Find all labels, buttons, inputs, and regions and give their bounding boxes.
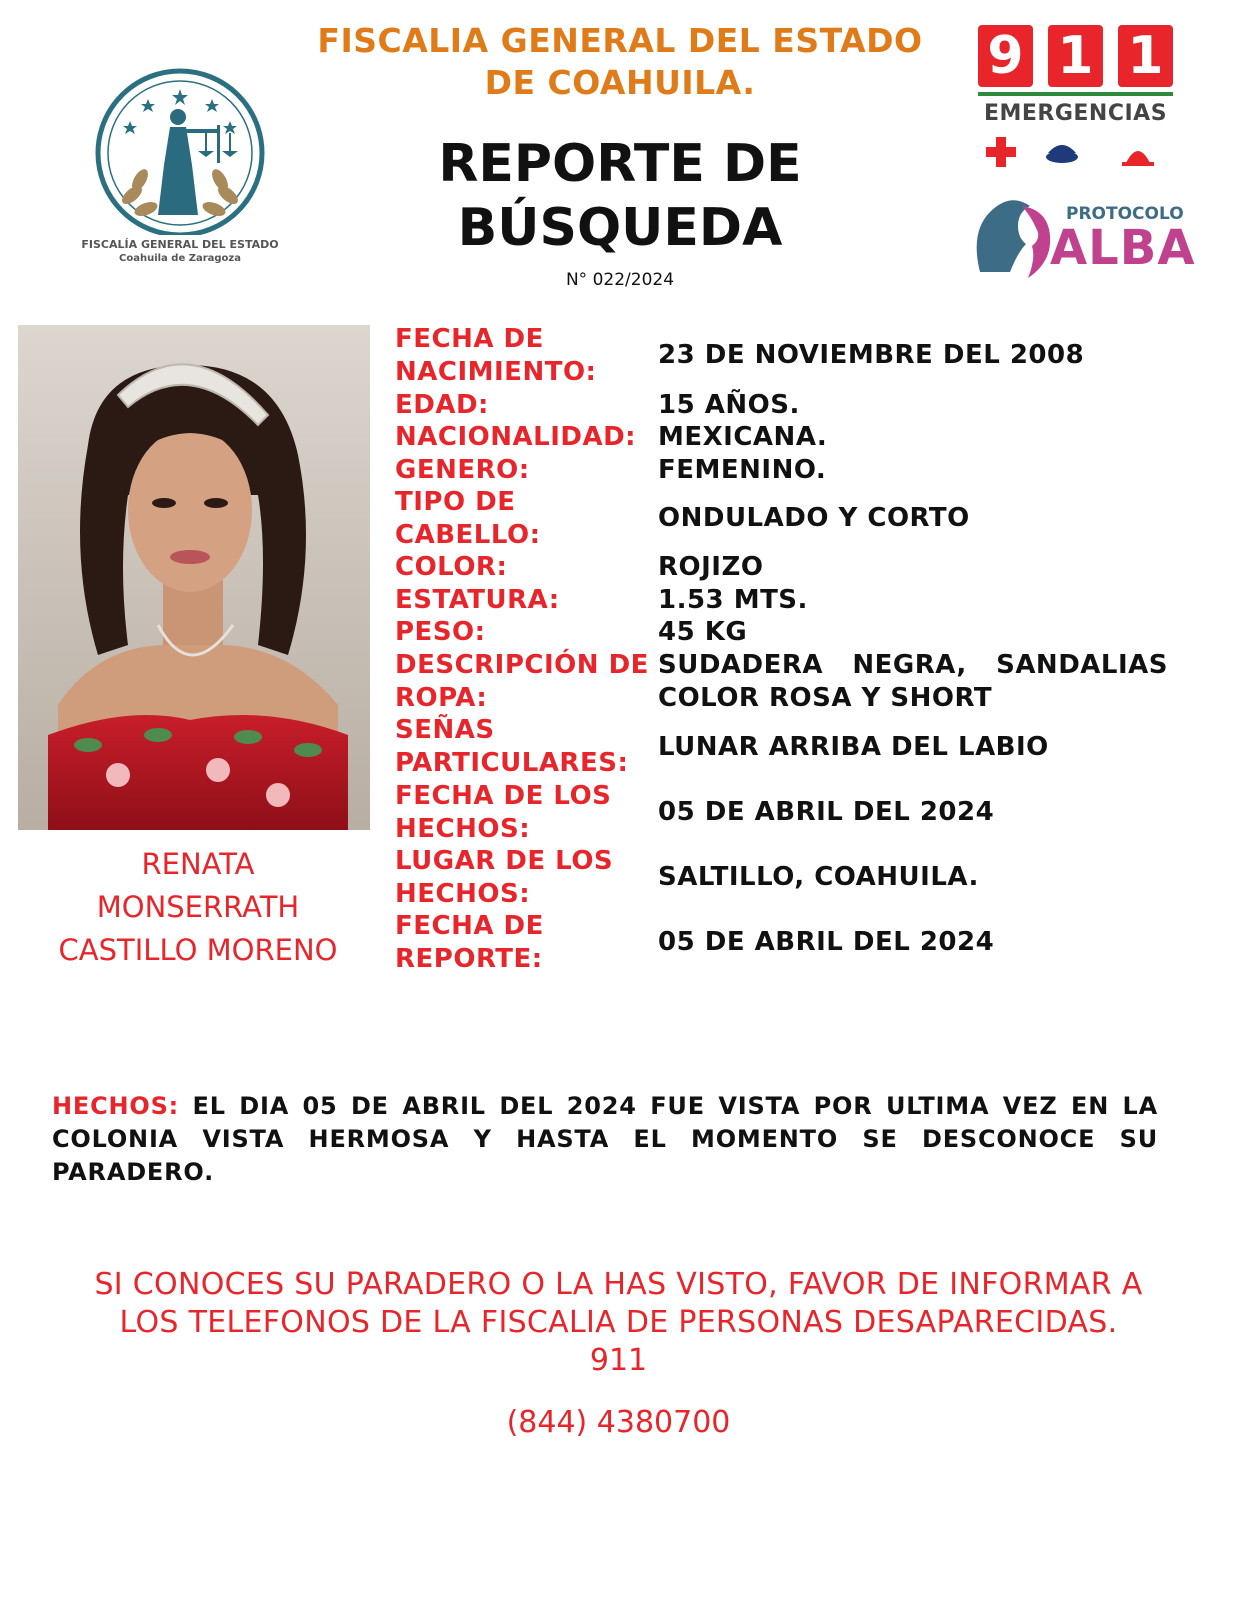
agency-title (300, 20, 940, 104)
alba-profile-icon (970, 192, 1060, 282)
person-name-line3: CASTILLO MORENO (58, 933, 338, 967)
label-birth-date: FECHA DE NACIMIENTO: (395, 324, 597, 387)
justice-seal-icon (70, 55, 290, 235)
digit-1-second: 1 (1118, 25, 1173, 87)
label-hair-color: COLOR: (395, 552, 508, 582)
fiscalia-logo (70, 55, 290, 270)
fire-helmet-icon (1122, 151, 1154, 166)
label-clothing: DESCRIPCIÓN DE ROPA: (395, 650, 649, 713)
fiscalia-logo-text-line2: Coahuila de Zaragoza (119, 253, 241, 264)
missing-person-photo (18, 325, 370, 830)
contact-phone: (844) 4380700 (506, 1405, 731, 1440)
police-cap-icon (1046, 145, 1078, 163)
value-report-date: 05 DE ABRIL DEL 2024 (658, 927, 995, 957)
digit-9: 9 (978, 25, 1033, 87)
digit-1: 1 (1048, 25, 1103, 87)
value-age: 15 AÑOS. (658, 390, 800, 420)
value-weight: 45 KG (658, 617, 748, 647)
label-hair-type: TIPO DE CABELLO: (395, 487, 541, 550)
agency-title-line2: DE COAHUILA. (484, 63, 756, 102)
value-clothing: SUDADERA NEGRA, SANDALIAS COLOR ROSA Y SHORT (658, 650, 1168, 713)
value-hair-type: ONDULADO Y CORTO (658, 503, 970, 533)
report-title (380, 132, 860, 260)
value-height: 1.53 MTS. (658, 585, 808, 615)
facts-label: HECHOS: (52, 1092, 180, 1120)
label-height: ESTATURA: (395, 585, 560, 615)
call-to-action-line2: LOS TELEFONOS DE LA FISCALIA DE PERSONAS DESAPARECIDAS. (119, 1305, 1118, 1340)
value-birth-date: 23 DE NOVIEMBRE DEL 2008 (658, 340, 1085, 370)
report-number: N° 022/2024 (565, 270, 675, 290)
report-title-line2: BÚSQUEDA (457, 198, 783, 258)
label-event-date: FECHA DE LOS HECHOS: (395, 781, 612, 844)
red-cross-icon (986, 137, 1016, 167)
emergency-label: EMERGENCIAS (983, 101, 1168, 126)
label-age: EDAD: (395, 390, 489, 420)
agency-title-line1: FISCALIA GENERAL DEL ESTADO (317, 21, 923, 60)
facts-text: EL DIA 05 DE ABRIL DEL 2024 FUE VISTA POR ULTIMA VEZ EN LA COLONIA VISTA HERMOSA Y HASTA EL MOMENTO SE DESCONOCE SU PARADERO. (52, 1092, 1158, 1186)
call-to-action-line1: SI CONOCES SU PARADERO O LA HAS VISTO, FAVOR DE INFORMAR A (94, 1267, 1143, 1302)
value-hair-color: ROJIZO (658, 552, 764, 582)
emergency-services-icons (978, 135, 1173, 175)
report-title-line1: REPORTE DE (438, 134, 802, 194)
facts-paragraph (52, 1090, 1158, 1189)
value-nationality: MEXICANA. (658, 422, 828, 452)
emergency-911-logo (978, 25, 1173, 175)
emergency-number: 911 (589, 1343, 648, 1378)
protocolo-alba-logo (970, 192, 1196, 282)
person-name-line1: RENATA (141, 847, 255, 881)
label-nationality: NACIONALIDAD: (395, 422, 637, 452)
label-weight: PESO: (395, 617, 486, 647)
portrait-image (18, 325, 370, 830)
label-event-place: LUGAR DE LOS HECHOS: (395, 846, 614, 909)
value-gender: FEMENINO. (658, 455, 827, 485)
person-name-line2: MONSERRATH (96, 890, 300, 924)
person-name (20, 843, 376, 972)
alba-big-text: ALBA (1050, 220, 1196, 276)
label-distinguishing-marks: SEÑAS PARTICULARES: (395, 715, 629, 778)
label-report-date: FECHA DE REPORTE: (395, 911, 544, 974)
value-event-date: 05 DE ABRIL DEL 2024 (658, 797, 995, 827)
value-event-place: SALTILLO, COAHUILA. (658, 862, 979, 892)
fiscalia-logo-text-line1: FISCALÍA GENERAL DEL ESTADO (81, 238, 279, 251)
label-gender: GENERO: (395, 455, 530, 485)
value-distinguishing-marks: LUNAR ARRIBA DEL LABIO (658, 732, 1049, 762)
call-to-action (30, 1266, 1207, 1342)
divider-line (978, 92, 1173, 96)
alba-small-text: PROTOCOLO (1066, 204, 1184, 224)
